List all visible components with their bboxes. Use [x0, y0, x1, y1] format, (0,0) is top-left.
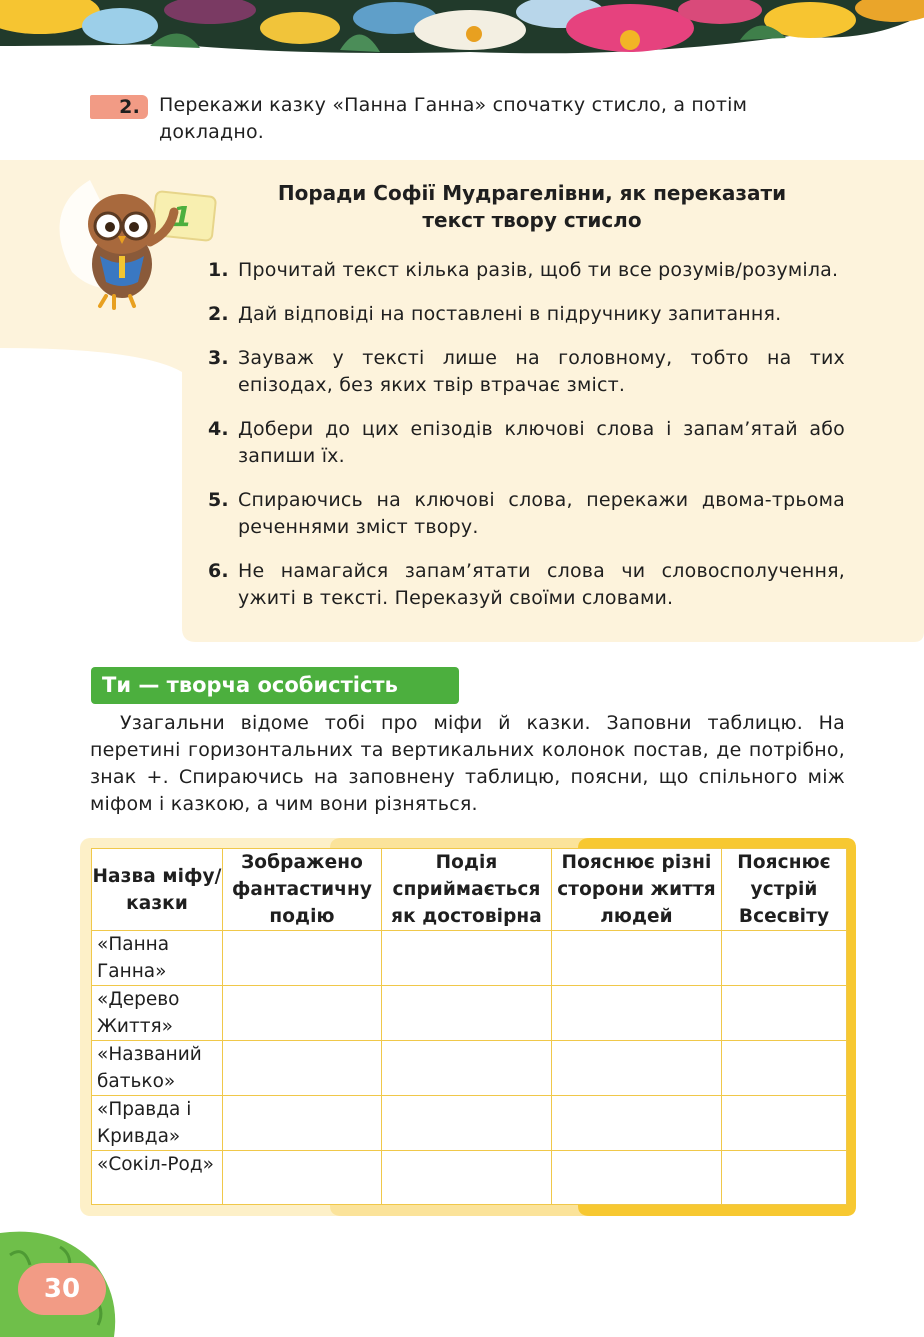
tip-text: Прочитай текст кілька разів, щоб ти все розумів/розуміла.: [238, 259, 839, 281]
table-cell[interactable]: [552, 986, 722, 1041]
table-cell[interactable]: [722, 1151, 847, 1205]
table-cell[interactable]: [223, 1151, 382, 1205]
table-cell[interactable]: [382, 931, 552, 986]
table-row: [92, 1151, 847, 1205]
table-row: [92, 1096, 847, 1151]
owl-mascot-illustration: [70, 172, 230, 312]
row-name-cell: «Панна Ганна»: [92, 931, 223, 986]
table-cell[interactable]: [382, 986, 552, 1041]
tip-item: [208, 487, 845, 541]
tips-title-line-1: Поради Софії Мудрагелівни, як переказати: [277, 181, 787, 205]
section-paragraph-text: Узагальни відоме тобі про міфи й казки. Заповни таблицю. На перетині горизонтальних та вертикальних колонок постав, де потрібно, знак +. Спираючись на заповнену таблицю, поясни, що спільного між міфом і казкою, а чим вони різняться.: [90, 712, 845, 815]
task-2: [90, 92, 850, 146]
section-paragraph: [90, 710, 845, 818]
tip-text: Не намагайся запам’ятати слова чи словосполучення, ужиті в тексті. Переказуй своїми словами.: [238, 560, 845, 609]
tip-number: 1.: [208, 259, 229, 281]
table-cell[interactable]: [223, 1041, 382, 1096]
table-cell[interactable]: [722, 1041, 847, 1096]
tip-number: 3.: [208, 347, 229, 369]
table-row: [92, 1041, 847, 1096]
tip-item: [208, 558, 845, 612]
row-name-cell: «Названий батько»: [92, 1041, 223, 1096]
column-header: Назва міфу/ казки: [92, 849, 223, 931]
tip-item: [208, 345, 845, 399]
column-header: Зображено фантастичну подію: [223, 849, 382, 931]
tip-text: Дай відповіді на поставлені в підручнику запитання.: [238, 303, 782, 325]
column-header: Подія сприймається як достовірна: [382, 849, 552, 931]
tips-badge-number: 1: [172, 200, 192, 233]
tip-number: 4.: [208, 418, 229, 440]
task-number-badge: 2.: [90, 95, 148, 119]
table-cell[interactable]: [223, 986, 382, 1041]
table-cell[interactable]: [223, 1096, 382, 1151]
table-header-row: [92, 849, 847, 931]
task-text: Перекажи казку «Панна Ганна» спочатку стисло, а потім докладно.: [159, 94, 748, 143]
tip-item: [208, 416, 845, 470]
row-name-cell: «Дерево Життя»: [92, 986, 223, 1041]
table-cell[interactable]: [552, 1041, 722, 1096]
table-cell[interactable]: [552, 931, 722, 986]
floral-banner-illustration: [0, 0, 924, 70]
tip-text: Добери до цих епізодів ключові слова і запам’ятай або запиши їх.: [238, 418, 845, 467]
table-cell[interactable]: [722, 986, 847, 1041]
column-header: Пояснює устрій Всесвіту: [722, 849, 847, 931]
section-header: Ти — творча особистість: [91, 667, 459, 704]
table-cell[interactable]: [722, 1096, 847, 1151]
table-cell[interactable]: [382, 1096, 552, 1151]
table-row: [92, 931, 847, 986]
tip-text: Спираючись на ключові слова, перекажи двома-трьома реченнями зміст твору.: [238, 489, 845, 538]
tips-title: [232, 180, 832, 234]
table-cell[interactable]: [382, 1041, 552, 1096]
table-row: [92, 986, 847, 1041]
tip-text: Зауваж у тексті лише на головному, тобто на тих епізодах, без яких твір втрачає зміст.: [238, 347, 845, 396]
myth-fairytale-table: [91, 848, 847, 1205]
table-cell[interactable]: [552, 1151, 722, 1205]
table-cell[interactable]: [382, 1151, 552, 1205]
page-number: 30: [18, 1263, 106, 1315]
tips-title-line-2: текст твору стисло: [422, 208, 642, 232]
row-name-cell: «Правда і Кривда»: [92, 1096, 223, 1151]
tip-number: 5.: [208, 489, 229, 511]
table-cell[interactable]: [722, 931, 847, 986]
tip-item: [208, 301, 845, 328]
tips-list: [208, 257, 845, 629]
column-header: Пояснює різні сторони життя людей: [552, 849, 722, 931]
table-cell[interactable]: [223, 931, 382, 986]
row-name-cell: «Сокіл-Род»: [92, 1151, 223, 1205]
tip-number: 6.: [208, 560, 229, 582]
tip-item: [208, 257, 845, 284]
tip-number: 2.: [208, 303, 229, 325]
table-cell[interactable]: [552, 1096, 722, 1151]
